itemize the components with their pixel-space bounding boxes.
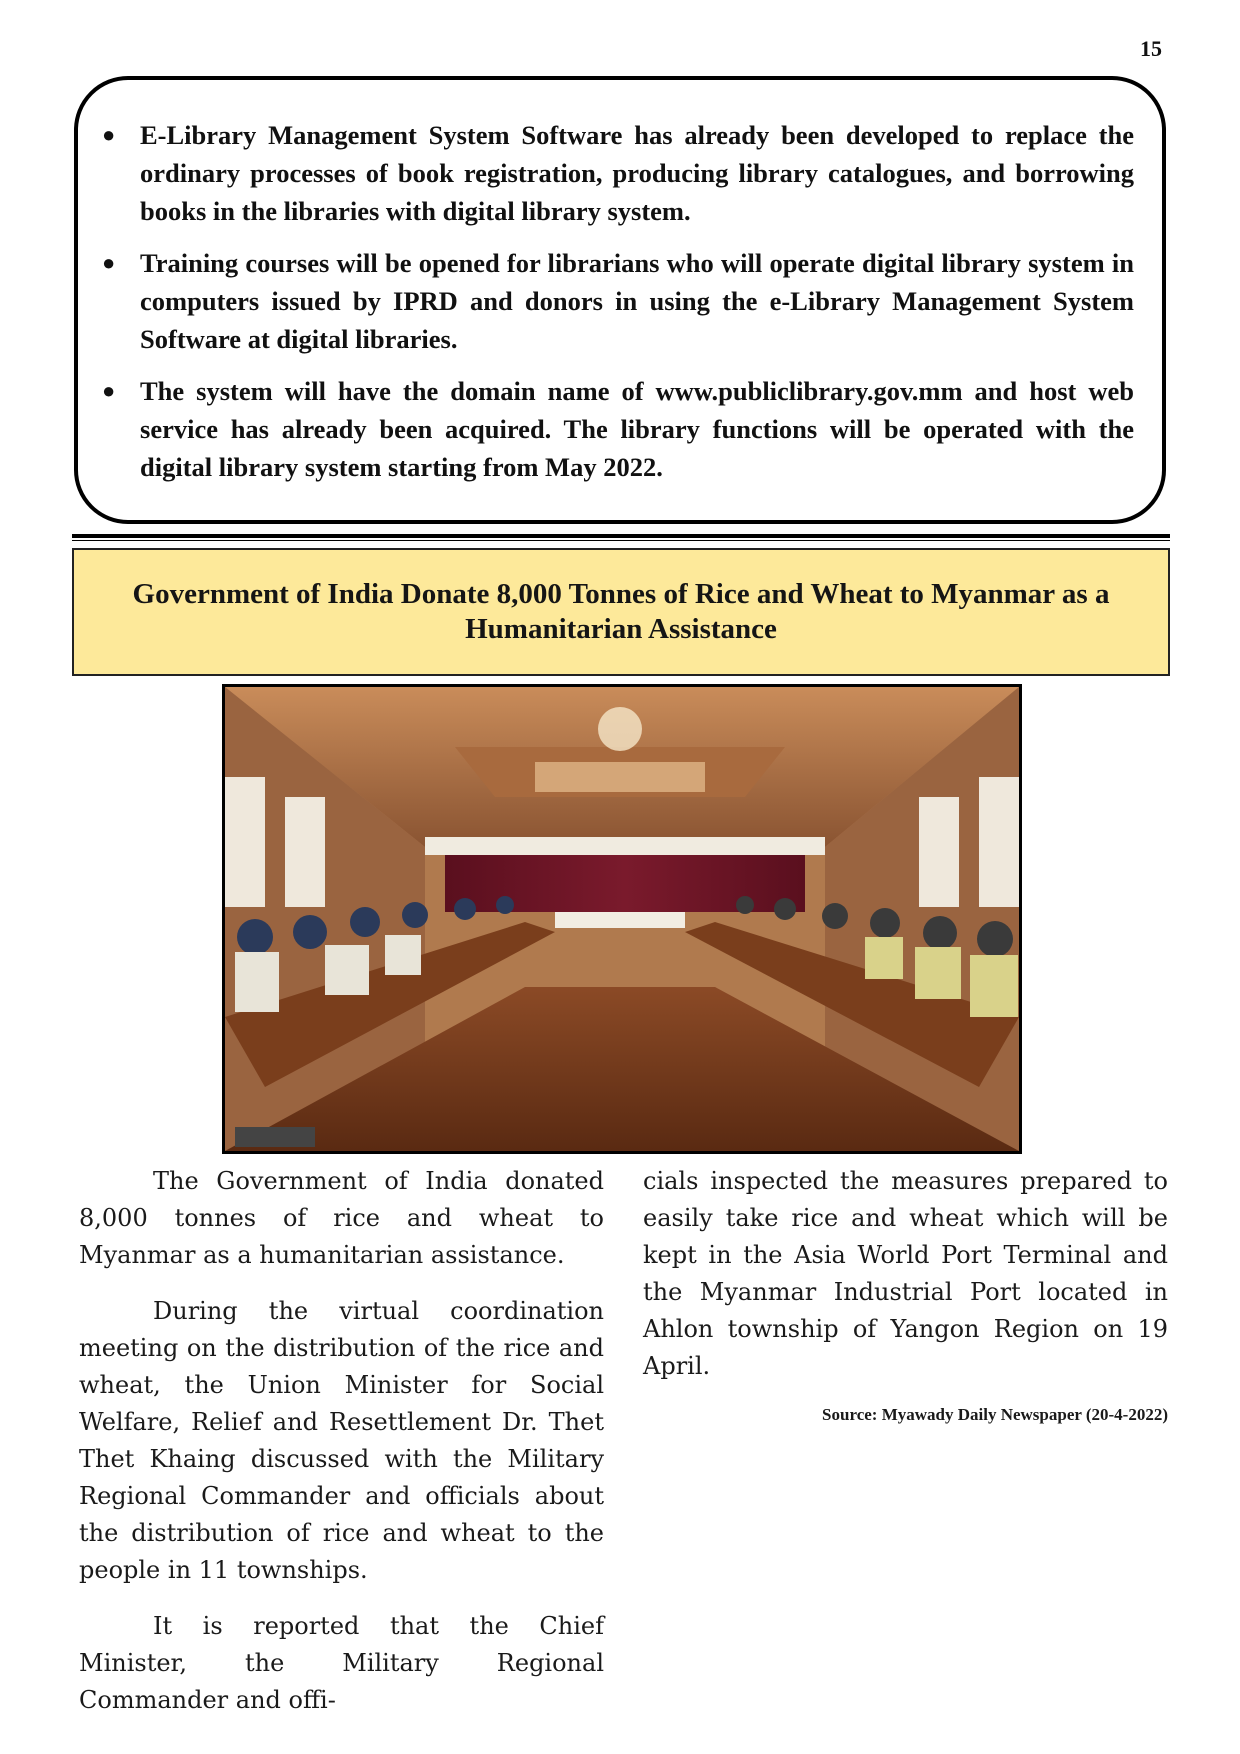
- bullet-icon: ●: [102, 250, 116, 275]
- bullet-icon: ●: [102, 122, 116, 147]
- bullet-item: [102, 372, 1134, 486]
- article-paragraph: During the virtual coordination meeting on the distribution of the rice and wheat, the Union Minister for Social Welfare, Relief and Resettlement Dr. Thet Thet Khaing discussed with the Military Regional Commander and officials about the distribution of rice and wheat to the people in 11 townships.: [79, 1297, 604, 1584]
- bullet-item: [102, 116, 1134, 230]
- article-paragraph: cials inspected the measures prepared to easily take rice and wheat which will be kept in the Asia World Port Terminal and the Myanmar Industrial Port located in Ahlon township of Yangon Region on 19 April.: [643, 1167, 1168, 1380]
- article-right-column: [643, 1163, 1168, 1426]
- article-paragraph: The Government of India donated 8,000 tonnes of rice and wheat to Myanmar as a humanitarian assistance.: [79, 1167, 604, 1269]
- meeting-room-illustration: [225, 687, 1019, 1151]
- article-left-column: [79, 1163, 604, 1738]
- bullet-text: Training courses will be opened for librarians who will operate digital library system in computers issued by IPRD and donors in using the e-Library Management System Software at digital libraries.: [140, 248, 1134, 354]
- page-number: 15: [1140, 36, 1162, 61]
- source-citation: Source: Myawady Daily Newspaper (20-4-2022): [822, 1405, 1168, 1424]
- library-info-box: [74, 76, 1166, 524]
- headline-box: [72, 548, 1170, 676]
- section-divider-thin: [72, 540, 1170, 541]
- bullet-text: The system will have the domain name of www.publiclibrary.gov.mm and host web service has already been acquired. The library functions will be operated with the digital library system starting from May 2022.: [140, 376, 1134, 482]
- bullet-icon: ●: [102, 378, 116, 403]
- meeting-photo: [222, 684, 1022, 1154]
- headline: Government of India Donate 8,000 Tonnes of Rice and Wheat to Myanmar as a Humanitarian Assistance: [132, 578, 1110, 645]
- article-paragraph: It is reported that the Chief Minister, the Military Regional Commander and offi-: [79, 1612, 604, 1714]
- bullet-item: [102, 244, 1134, 358]
- bullet-list: [78, 80, 1162, 486]
- bullet-text: E-Library Management System Software has already been developed to replace the ordinary processes of book registration, producing library catalogues, and borrowing books in the libraries with digital library system.: [140, 120, 1134, 226]
- section-divider: [72, 534, 1170, 538]
